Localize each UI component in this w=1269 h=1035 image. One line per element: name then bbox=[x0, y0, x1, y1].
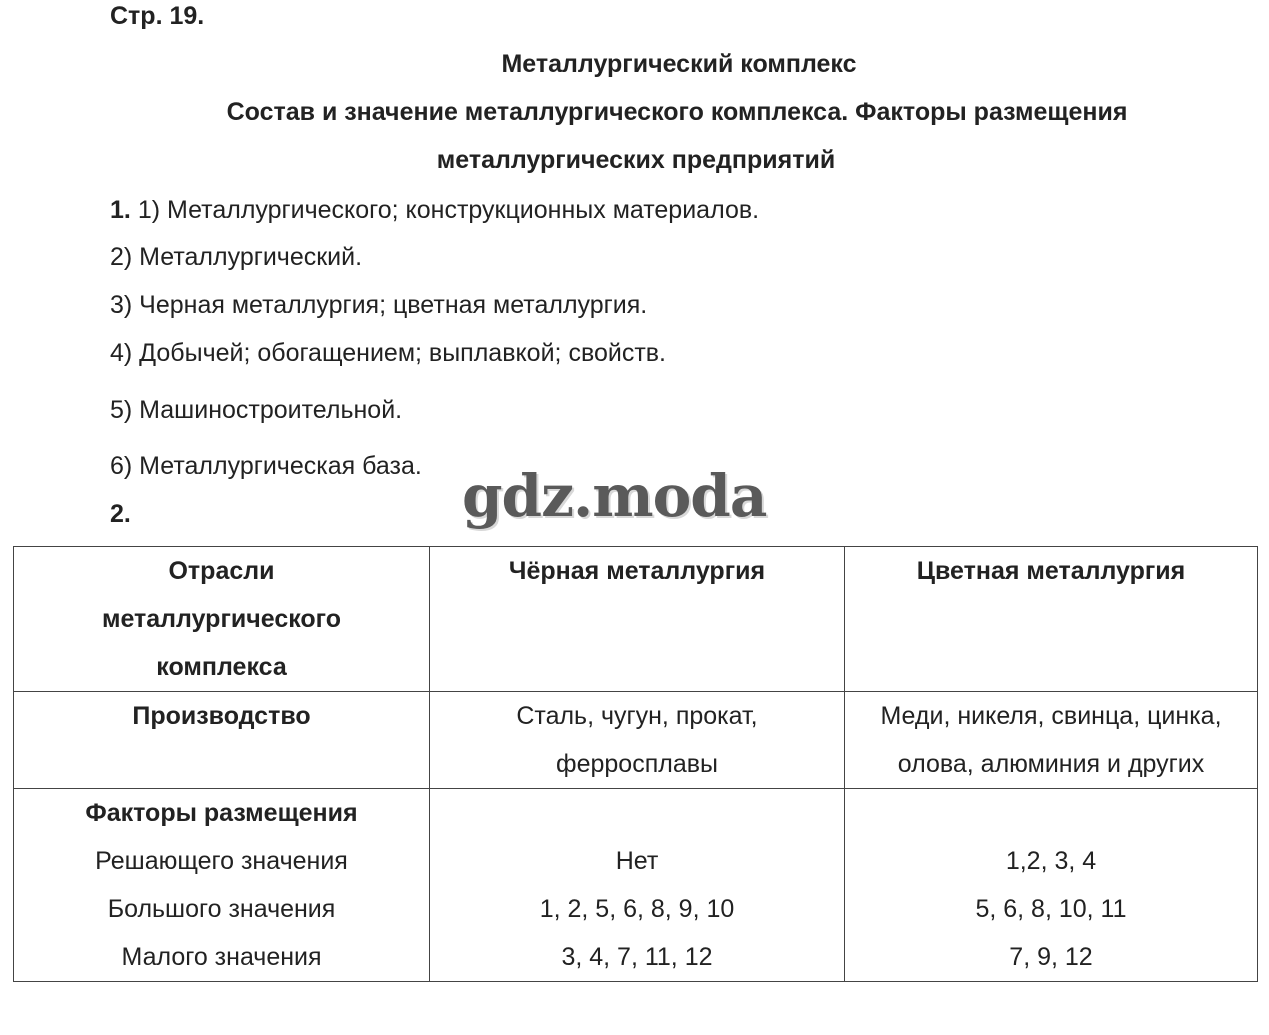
factor-level-decisive: Решающего значения bbox=[95, 847, 348, 875]
production-ferrous-cell bbox=[430, 692, 845, 789]
header-branches-line: комплекса bbox=[156, 653, 287, 681]
header-nonferrous-cell: Цветная металлургия bbox=[845, 547, 1258, 692]
task1-answer-2: 2) Металлургический. bbox=[110, 243, 363, 271]
page-number: Стр. 19. bbox=[110, 2, 205, 30]
ferrous-minor-value: 3, 4, 7, 11, 12 bbox=[561, 943, 713, 971]
production-ferrous-line: Сталь, чугун, прокат, bbox=[516, 702, 758, 730]
ferrous-decisive-value: Нет bbox=[615, 847, 659, 875]
header-ferrous-cell: Чёрная металлургия bbox=[430, 547, 845, 692]
ferrous-major-value: 1, 2, 5, 6, 8, 9, 10 bbox=[539, 895, 735, 923]
task1-answer-6: 6) Металлургическая база. bbox=[110, 452, 422, 480]
metallurgy-table bbox=[13, 546, 1258, 982]
header-branches-cell bbox=[14, 547, 430, 692]
task1-answer-1 bbox=[110, 196, 759, 225]
nonferrous-minor-value: 7, 9, 12 bbox=[1009, 943, 1093, 971]
production-ferrous-line: ферросплавы bbox=[556, 750, 718, 778]
factor-level-minor: Малого значения bbox=[121, 943, 322, 971]
production-label-cell: Производство bbox=[14, 692, 430, 789]
production-nonferrous-cell bbox=[845, 692, 1258, 789]
header-branches-line: Отрасли bbox=[168, 557, 275, 585]
task1-answer-text: 1) Металлургического; конструкционных материалов. bbox=[137, 196, 760, 224]
task1-answer-3: 3) Черная металлургия; цветная металлургия. bbox=[110, 291, 648, 319]
table-row-factors bbox=[14, 789, 1258, 982]
task2-number: 2. bbox=[110, 500, 131, 528]
nonferrous-major-value: 5, 6, 8, 10, 11 bbox=[975, 895, 1127, 923]
factors-heading: Факторы размещения bbox=[85, 799, 358, 827]
task1-number: 1. bbox=[110, 196, 131, 224]
table-header-row bbox=[14, 547, 1258, 692]
factors-spacer bbox=[851, 789, 1251, 837]
header-branches-line: металлургического bbox=[101, 605, 342, 633]
factors-nonferrous-cell bbox=[845, 789, 1258, 982]
factor-level-major: Большого значения bbox=[107, 895, 336, 923]
nonferrous-decisive-value: 1,2, 3, 4 bbox=[1005, 847, 1097, 875]
watermark-logo: gdz.moda bbox=[462, 462, 767, 530]
factors-ferrous-cell bbox=[430, 789, 845, 982]
task1-answer-4: 4) Добычей; обогащением; выплавкой; свойств. bbox=[110, 339, 666, 367]
production-nonferrous-line: олова, алюминия и других bbox=[897, 750, 1205, 778]
table-row-production bbox=[14, 692, 1258, 789]
section-title-line2: металлургических предприятий bbox=[436, 146, 836, 174]
factors-spacer bbox=[436, 789, 838, 837]
chapter-title: Металлургический комплекс bbox=[501, 50, 857, 78]
section-title-line1: Состав и значение металлургического комплекса. Факторы размещения bbox=[226, 98, 1128, 126]
factors-label-cell bbox=[14, 789, 430, 982]
production-nonferrous-line: Меди, никеля, свинца, цинка, bbox=[880, 702, 1222, 730]
task1-answer-5: 5) Машиностроительной. bbox=[110, 396, 403, 424]
